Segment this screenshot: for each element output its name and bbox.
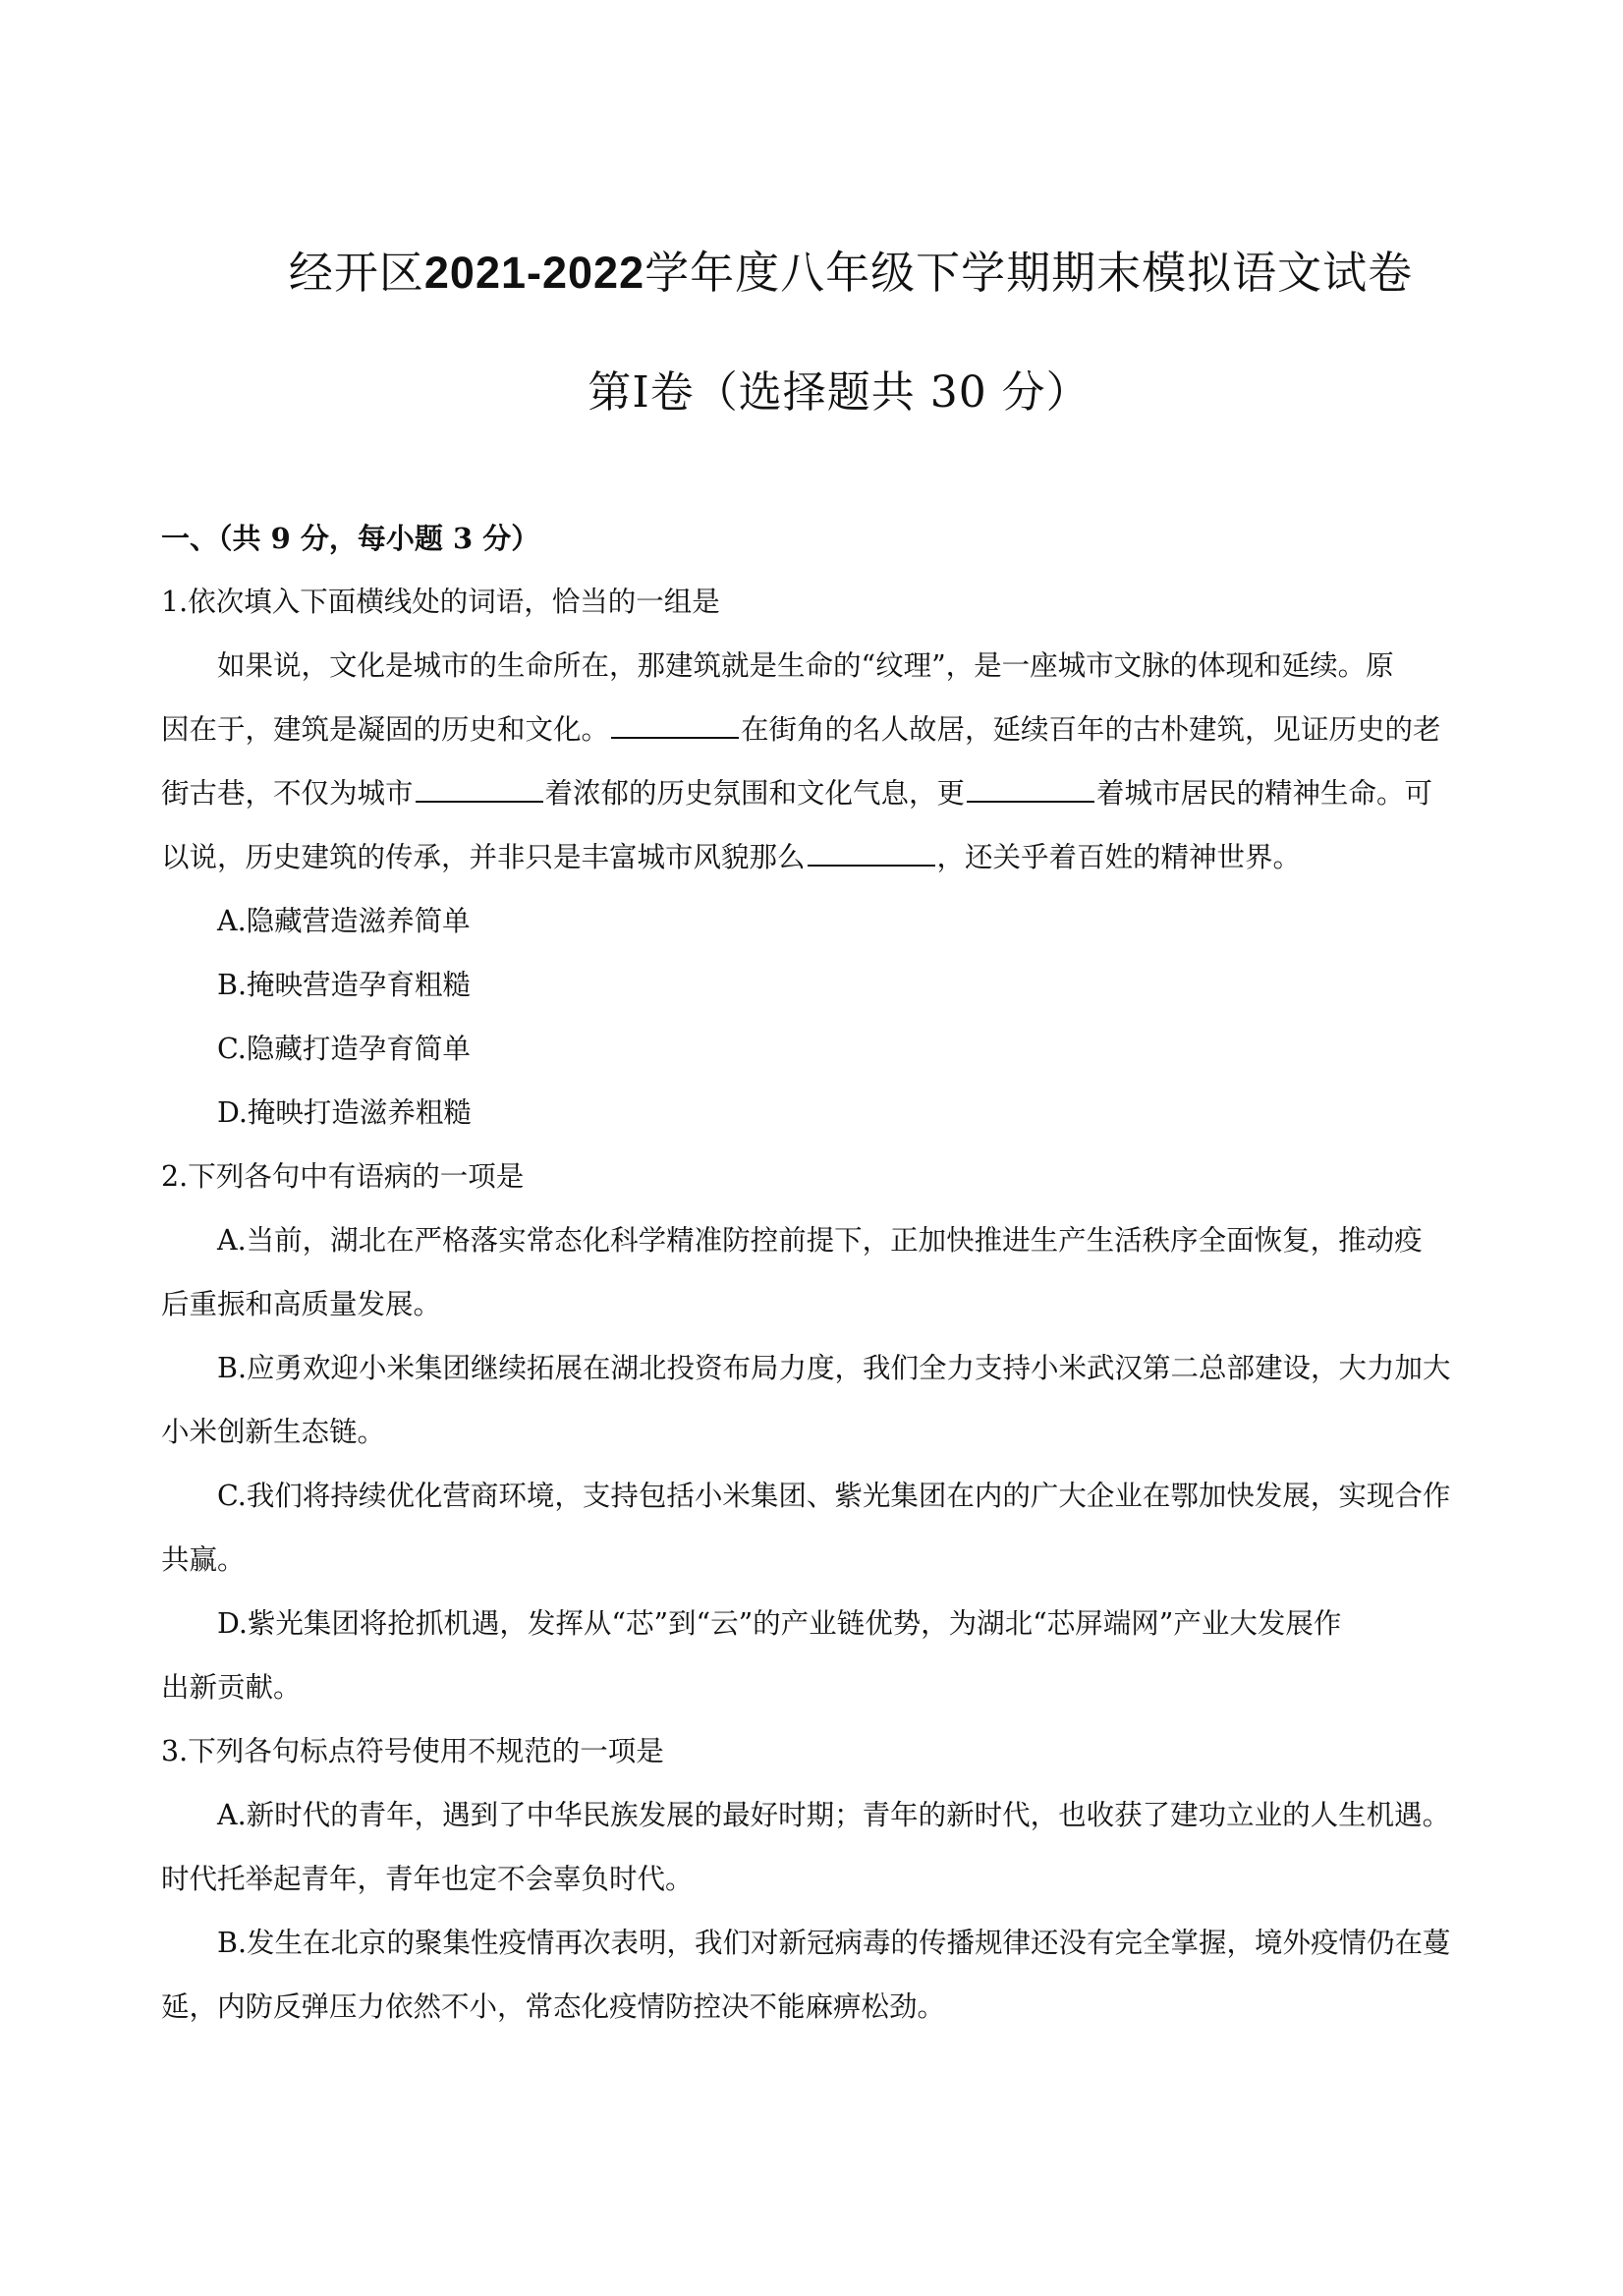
fill-blank-1 [611,711,739,739]
question-1-passage-line [161,825,1468,889]
passage-text: 着浓郁的历史氛围和文化气息，更 [544,777,966,810]
fill-blank-4 [808,839,935,867]
question-3-option-a-cont: 时代托举起青年，青年也定不会辜负时代。 [161,1863,694,1895]
passage-text: 在街角的名人故居，延续百年的古朴建筑，见证历史的老 [741,713,1441,746]
exam-subtitle: 第Ⅰ卷（选择题共 30 分） [588,367,1091,418]
question-1-passage-line [161,698,1468,761]
question-2-option-c-cont: 共赢。 [161,1543,246,1576]
exam-title [0,239,1623,308]
question-1-option-c: C.隐藏打造孕育简单 [217,1033,471,1065]
question-2-option-c: C.我们将持续优化营商环境，支持包括小米集团、紫光集团在内的广大企业在鄂加快发展，实现合作 [217,1480,1451,1512]
question-3-option-b: B.发生在北京的聚集性疫情再次表明，我们对新冠病毒的传播规律还没有完全掌握，境外疫情仍在蔓 [217,1927,1451,1959]
passage-text: 着城市居民的精神生命。可 [1096,777,1433,810]
question-2-option-a-cont: 后重振和高质量发展。 [161,1288,442,1320]
question-1-stem: 1.依次填入下面横线处的词语，恰当的一组是 [161,586,720,618]
question-2-option-b-cont: 小米创新生态链。 [161,1416,386,1448]
question-2-option-d: D.紫光集团将抢抓机遇，发挥从“芯”到“云”的产业链优势，为湖北“芯屏端网”产业大发展作 [217,1607,1342,1640]
question-content [161,570,1468,2039]
question-3-option-b-cont: 延，内防反弹压力依然不小，常态化疫情防控决不能麻痹松劲。 [161,1990,946,2023]
fill-blank-2 [416,775,543,803]
passage-text: 以说，历史建筑的传承，并非只是丰富城市风貌那么 [161,841,806,873]
title-prefix: 经开区 [288,247,424,299]
question-1-passage-line: 如果说，文化是城市的生命所在，那建筑就是生命的“纹理”，是一座城市文脉的体现和延续。原 [217,649,1394,682]
question-3-option-a: A.新时代的青年，遇到了中华民族发展的最好时期；青年的新时代，也收获了建功立业的人生机遇。 [217,1799,1451,1831]
question-1-passage-line [161,761,1468,825]
question-2-option-b: B.应勇欢迎小米集团继续拓展在湖北投资布局力度，我们全力支持小米武汉第二总部建设，大力加大 [217,1352,1451,1384]
passage-text: 因在于，建筑是凝固的历史和文化。 [161,713,610,746]
title-suffix: 学年度八年级下学期期末模拟语文试卷 [644,247,1414,299]
question-2-option-d-cont: 出新贡献。 [161,1671,302,1704]
section-heading: 一、（共 9 分，每小题 3 分） [161,522,540,555]
passage-text: 街古巷，不仅为城市 [161,777,414,810]
question-2-option-a: A.当前，湖北在严格落实常态化科学精准防控前提下，正加快推进生产生活秩序全面恢复，推动疫 [217,1224,1423,1257]
passage-text: ，还关乎着百姓的精神世界。 [936,841,1302,873]
fill-blank-3 [967,775,1094,803]
question-1-option-d: D.掩映打造滋养粗糙 [217,1096,472,1129]
question-3-stem: 3.下列各句标点符号使用不规范的一项是 [161,1735,664,1767]
question-1-option-a: A.隐藏营造滋养简单 [217,905,471,937]
question-2-stem: 2.下列各句中有语病的一项是 [161,1160,525,1193]
question-1-option-b: B.掩映营造孕育粗糙 [217,969,472,1001]
title-years: 2021-2022 [423,248,645,298]
